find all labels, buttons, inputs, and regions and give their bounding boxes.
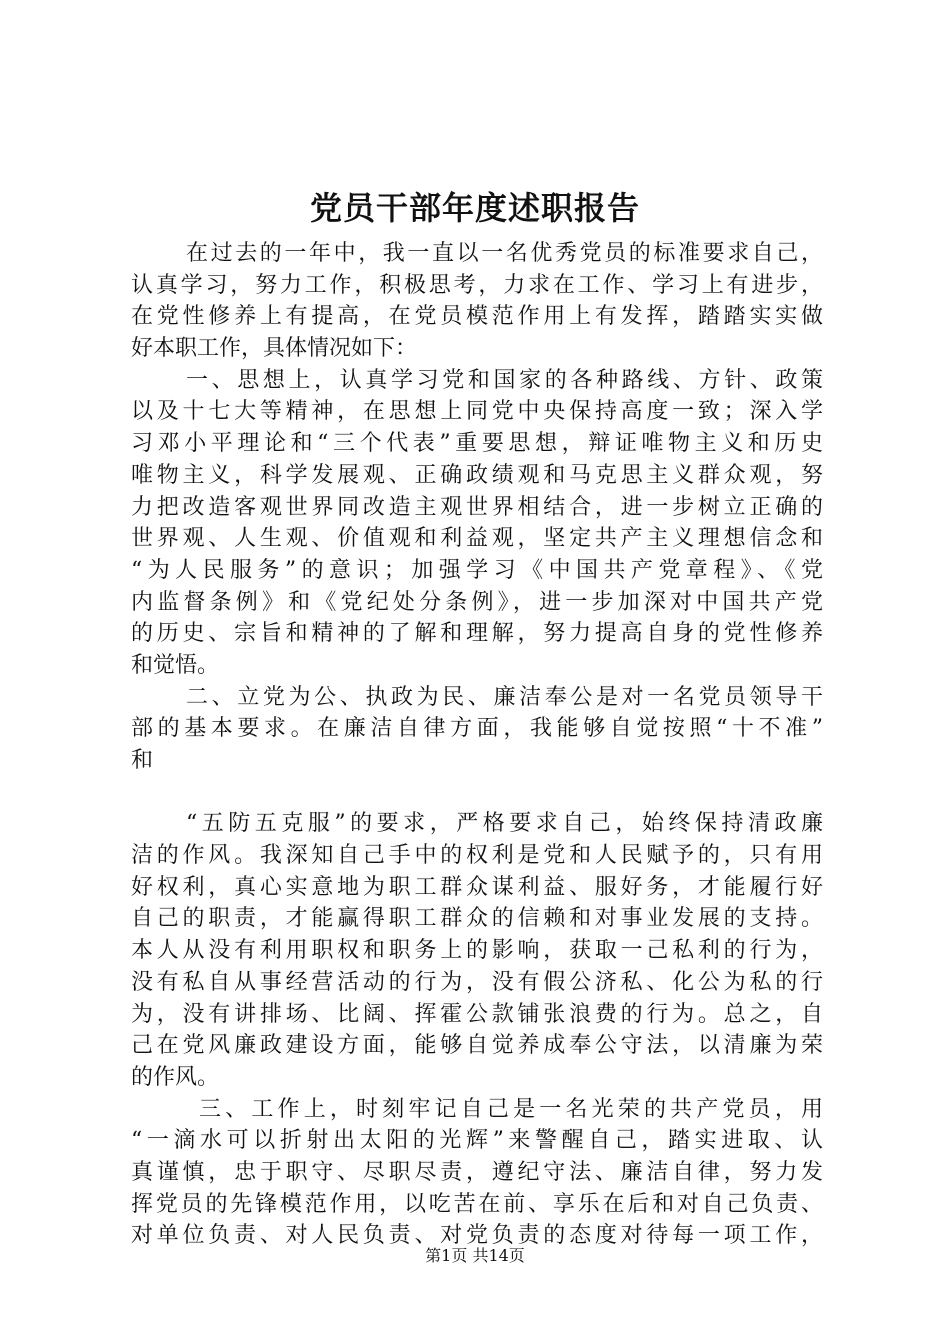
text-line: 自己的职责，才能赢得职工群众的信赖和对事业发展的支持。 <box>131 906 823 932</box>
text-line: 没有私自从事经营活动的行为，没有假公济私、化公为私的行 <box>131 969 823 995</box>
text-line: 以及十七大等精神，在思想上同党中央保持高度一致；深入学 <box>131 399 823 425</box>
text-line: 己在党风廉政建设方面，能够自觉养成奉公守法，以清廉为荣 <box>131 1033 823 1059</box>
text-line: 本人从没有利用职权和职务上的影响，获取一己私利的行为， <box>131 938 823 964</box>
text-line: 唯物主义，科学发展观、正确政绩观和马克思主义群众观，努 <box>131 462 823 488</box>
text-line: “五防五克服”的要求，严格要求自己，始终保持清政廉 <box>186 811 823 837</box>
text-line: 认真学习，努力工作，积极思考，力求在工作、学习上有进步， <box>131 272 823 298</box>
text-line: 三、工作上，时刻牢记自己是一名光荣的共产党员，用 <box>199 1096 823 1122</box>
text-line: 和 <box>131 748 154 773</box>
text-line: “为人民服务”的意识；加强学习《中国共产党章程》、《党 <box>131 557 823 583</box>
text-line: 内监督条例》和《党纪处分条例》，进一步加深对中国共产党 <box>131 589 823 615</box>
page-footer: 第1页 共14页 <box>425 1246 525 1265</box>
text-line: 挥党员的先锋模范作用，以吃苦在前、享乐在后和对自己负责、 <box>131 1191 823 1217</box>
text-line: 习邓小平理论和“三个代表”重要思想，辩证唯物主义和历史 <box>131 431 823 457</box>
blank-line <box>131 777 823 809</box>
text-line: 一、思想上，认真学习党和国家的各种路线、方针、政策 <box>186 367 823 393</box>
text-line: 力把改造客观世界同改造主观世界相结合，进一步树立正确的 <box>131 494 823 520</box>
text-line: 二、立党为公、执政为民、廉洁奉公是对一名党员领导干 <box>186 684 823 710</box>
text-line: 好权利，真心实意地为职工群众谋利益、服好务，才能履行好 <box>131 874 823 900</box>
document-body <box>131 238 823 1252</box>
text-line: 洁的作风。我深知自己手中的权利是党和人民赋予的，只有用 <box>131 843 823 869</box>
text-line: 为，没有讲排场、比阔、挥霍公款铺张浪费的行为。总之，自 <box>131 1001 823 1027</box>
text-line: 好本职工作，具体情况如下： <box>131 336 418 362</box>
text-line: 的历史、宗旨和精神的了解和理解，努力提高自身的党性修养 <box>131 621 823 647</box>
text-line: 在党性修养上有提高，在党员模范作用上有发挥，踏踏实实做 <box>131 304 823 330</box>
text-line: 部的基本要求。在廉洁自律方面，我能够自觉按照“十不准” <box>131 716 823 742</box>
text-line: 在过去的一年中，我一直以一名优秀党员的标准要求自己， <box>186 241 823 266</box>
text-line: 的作风。 <box>131 1064 220 1090</box>
document-title: 党员干部年度述职报告 <box>309 189 640 227</box>
text-line: 真谨慎，忠于职守、尽职尽责，遵纪守法、廉洁自律，努力发 <box>131 1159 823 1185</box>
text-line: “一滴水可以折射出太阳的光辉”来警醒自己，踏实进取、认 <box>131 1128 823 1154</box>
text-line: 世界观、人生观、价值观和利益观，坚定共产主义理想信念和 <box>131 526 823 552</box>
text-line: 和觉悟。 <box>131 652 220 678</box>
text-line: 对单位负责、对人民负责、对党负责的态度对待每一项工作， <box>131 1223 823 1249</box>
